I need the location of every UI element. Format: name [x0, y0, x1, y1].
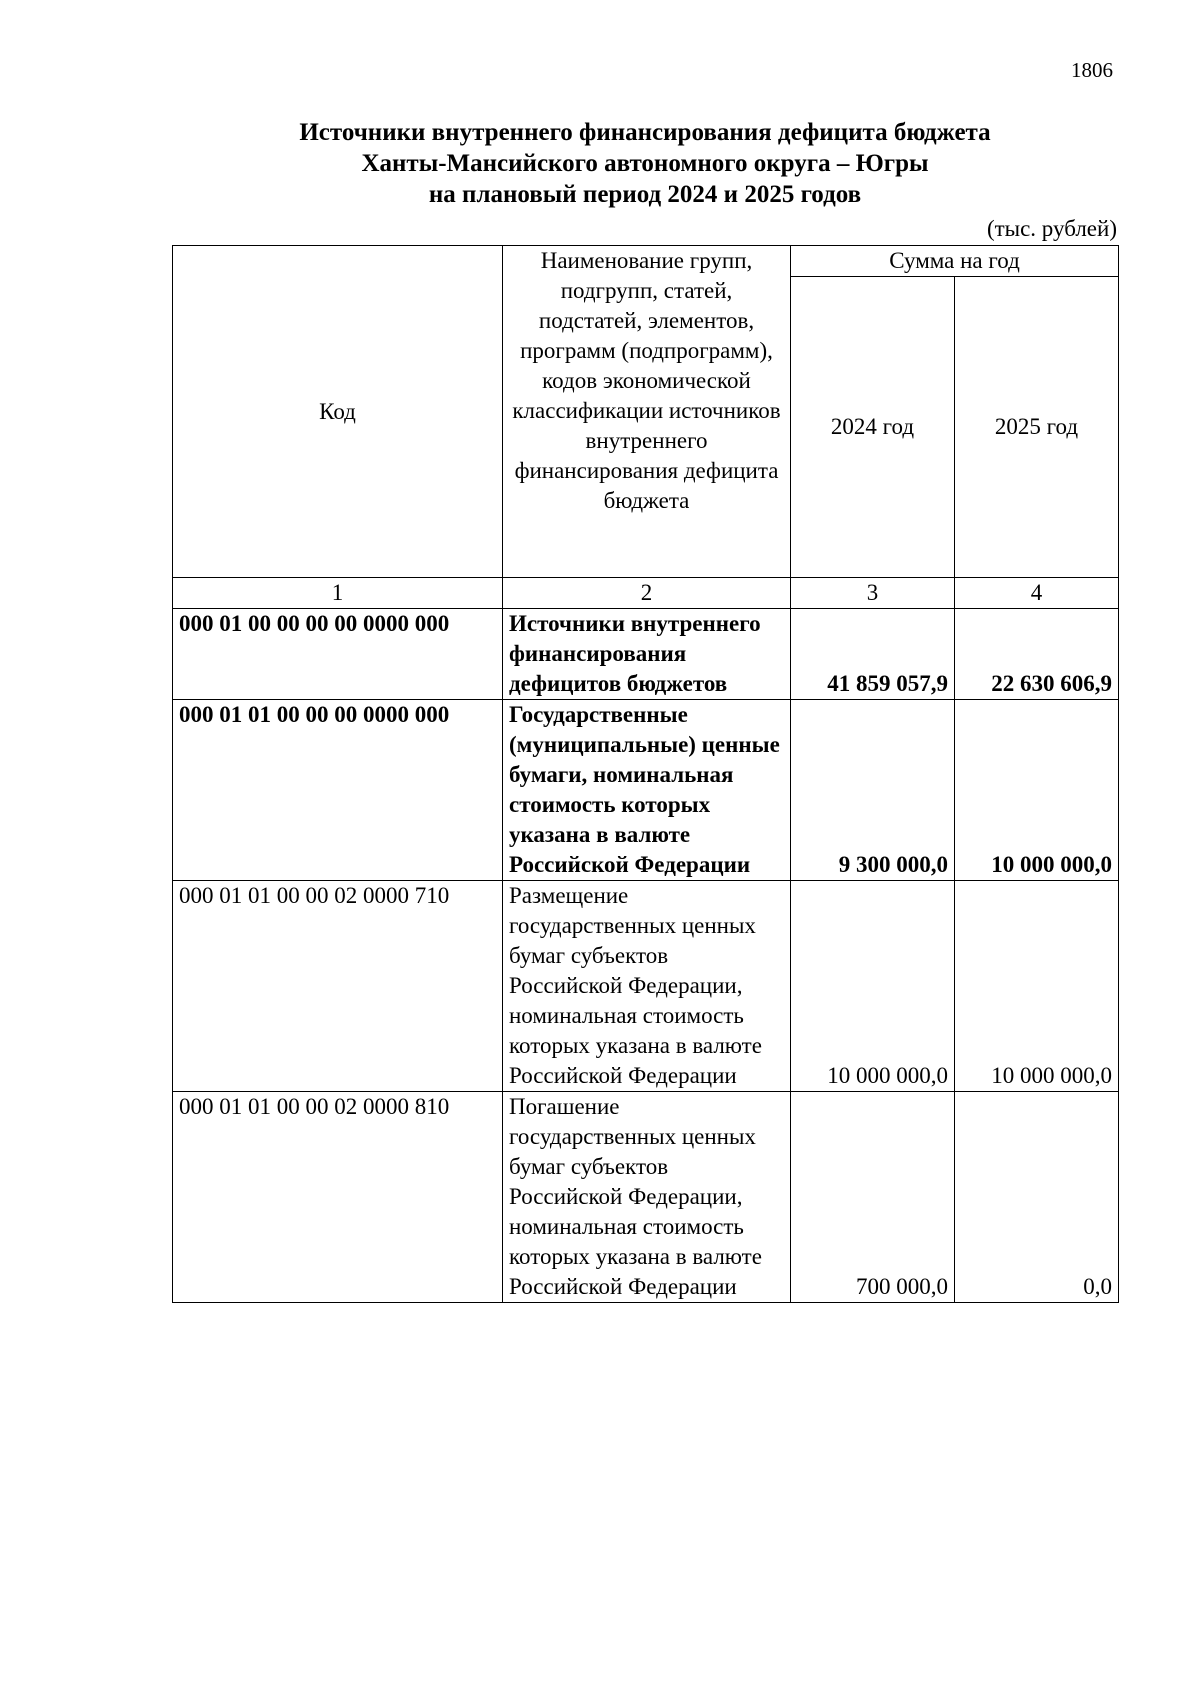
header-year-2024: 2024 год	[791, 277, 955, 578]
row-value-2025: 10 000 000,0	[955, 881, 1119, 1092]
row-code: 000 01 00 00 00 00 0000 000	[173, 609, 503, 700]
table-row	[173, 881, 1119, 1092]
header-name: Наименование групп, подгрупп, статей, подстатей, элементов, программ (подпрограмм), кодов экономической классификации источников внутреннего финансирования дефицита бюджета	[503, 246, 791, 578]
table-header-row	[173, 246, 1119, 277]
title-line-2: Ханты-Мансийского автономного округа – Югры	[361, 150, 929, 177]
row-value-2025: 0,0	[955, 1092, 1119, 1303]
table-row	[173, 700, 1119, 881]
row-code: 000 01 01 00 00 00 0000 000	[173, 700, 503, 881]
column-number: 3	[791, 578, 955, 609]
table-row	[173, 1092, 1119, 1303]
column-number-row	[173, 578, 1119, 609]
row-code: 000 01 01 00 00 02 0000 810	[173, 1092, 503, 1303]
table-row	[173, 609, 1119, 700]
units-label: (тыс. рублей)	[986, 216, 1117, 241]
row-name: Государственные (муниципальные) ценные бумаги, номинальная стоимость которых указана в валюте Российской Федерации	[503, 700, 791, 881]
column-number: 4	[955, 578, 1119, 609]
row-value-2024: 700 000,0	[791, 1092, 955, 1303]
row-code: 000 01 01 00 00 02 0000 710	[173, 881, 503, 1092]
row-value-2025: 10 000 000,0	[955, 700, 1119, 881]
column-number: 1	[173, 578, 503, 609]
header-code: Код	[173, 246, 503, 578]
row-name: Размещение государственных ценных бумаг субъектов Российской Федерации, номинальная стоимость которых указана в валюте Российской Федерации	[503, 881, 791, 1092]
row-value-2024: 41 859 057,9	[791, 609, 955, 700]
title-line-3: на плановый период 2024 и 2025 годов	[428, 181, 862, 208]
row-name: Погашение государственных ценных бумаг субъектов Российской Федерации, номинальная стоимость которых указана в валюте Российской Федерации	[503, 1092, 791, 1303]
document-title	[172, 117, 1118, 210]
header-sum: Сумма на год	[791, 246, 1119, 277]
budget-sources-table	[172, 245, 1119, 1303]
row-value-2025: 22 630 606,9	[955, 609, 1119, 700]
column-number: 2	[503, 578, 791, 609]
row-value-2024: 9 300 000,0	[791, 700, 955, 881]
header-year-2025: 2025 год	[955, 277, 1119, 578]
page-number: 1806	[1071, 58, 1113, 82]
row-name: Источники внутреннего финансирования дефицитов бюджетов	[503, 609, 791, 700]
row-value-2024: 10 000 000,0	[791, 881, 955, 1092]
title-line-1: Источники внутреннего финансирования дефицита бюджета	[299, 119, 991, 146]
